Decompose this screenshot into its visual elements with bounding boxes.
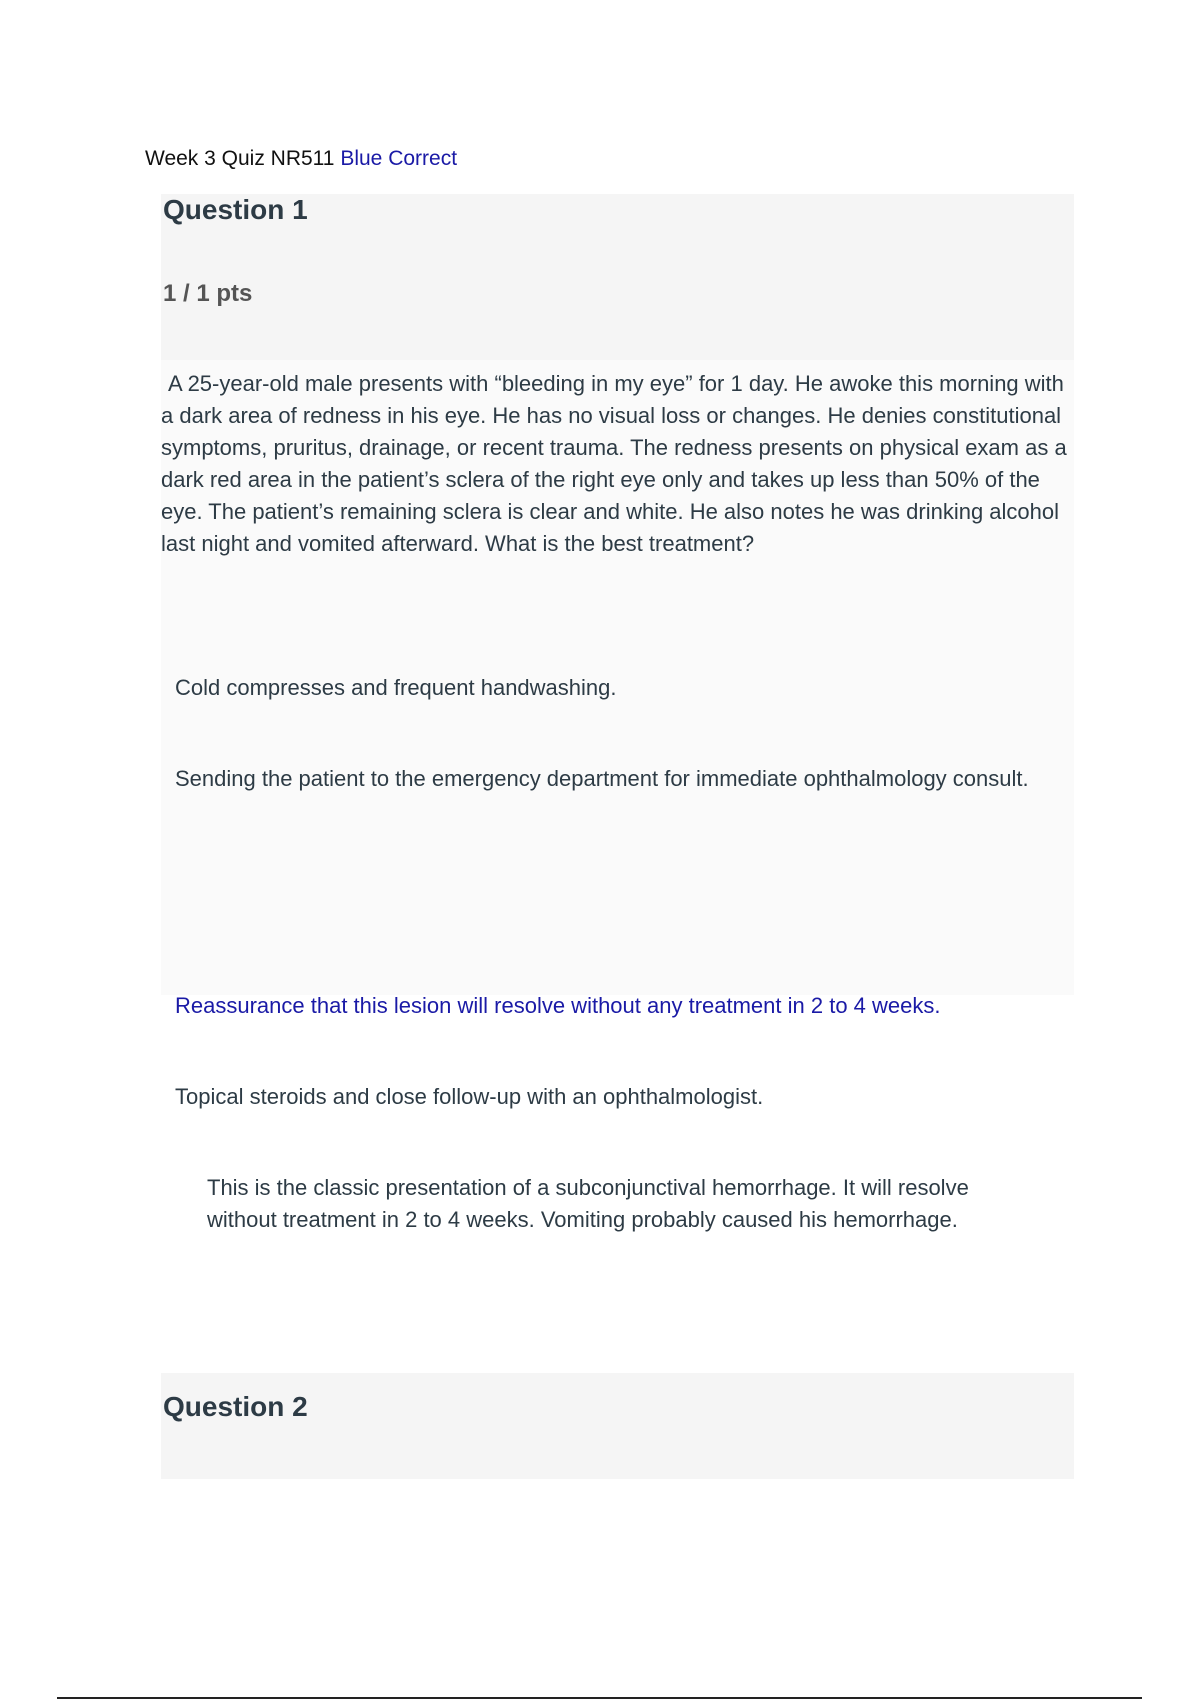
answer-option-3-correct[interactable]: Reassurance that this lesion will resolve without any treatment in 2 to 4 weeks.: [175, 993, 941, 1018]
question-1-feedback: This is the classic presentation of a subconjunctival hemorrhage. It will resolve without treatment in 2 to 4 weeks. Vomiting probably caused his hemorrhage.: [207, 1175, 969, 1232]
question-2-title: Question 2: [163, 1391, 308, 1422]
page-footer-rule: [57, 1697, 1142, 1699]
document-title: [145, 147, 457, 171]
question-2-header: [161, 1373, 1074, 1479]
answer-option-1[interactable]: Cold compresses and frequent handwashing.: [175, 675, 617, 700]
answer-option-2[interactable]: Sending the patient to the emergency department for immediate ophthalmology consult.: [175, 766, 1029, 791]
answer-option-4[interactable]: Topical steroids and close follow-up with an ophthalmologist.: [175, 1084, 764, 1109]
question-1-title: Question 1: [163, 194, 308, 225]
question-1-text: A 25-year-old male presents with “bleeding in my eye” for 1 day. He awoke this morning with a dark area of redness in his eye. He has no visual loss or changes. He denies constitutional symptoms, pruritus, drainage, or recent trauma. The redness presents on physical exam as a dark red area in the patient’s sclera of the right eye only and takes up less than 50% of the eye. The patient’s remaining sclera is clear and white. He also notes he was drinking alcohol last night and vomited afterward. What is the best treatment?: [161, 371, 1067, 556]
question-1-header: [161, 194, 1074, 360]
question-1-points: 1 / 1 pts: [163, 280, 253, 307]
document-title-text: Week 3 Quiz NR511: [145, 147, 335, 170]
document-title-accent: Blue Correct: [340, 147, 458, 170]
